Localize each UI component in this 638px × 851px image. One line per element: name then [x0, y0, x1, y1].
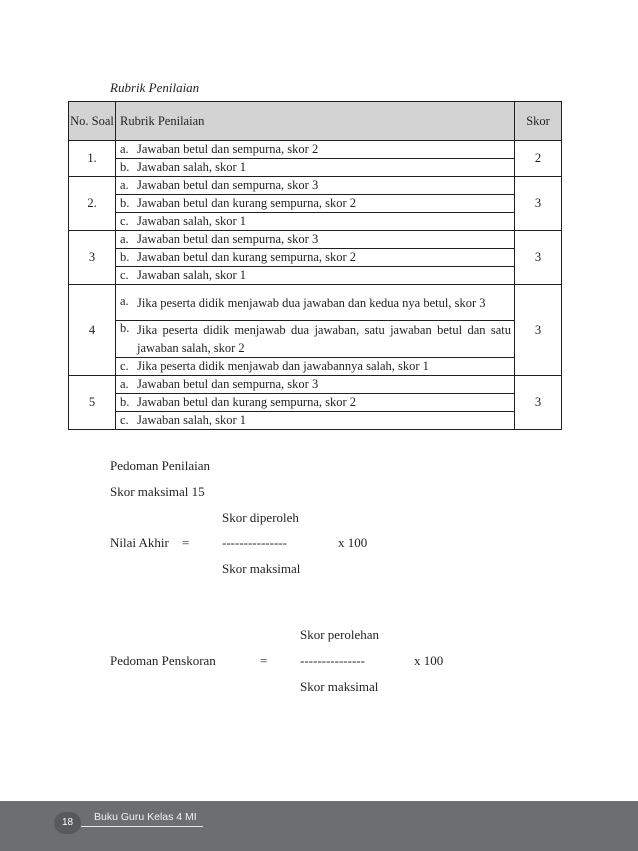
item-letter: b. [120, 160, 130, 174]
skor-maksimal-line: Skor maksimal 15 [110, 484, 205, 499]
footer-book-title: Buku Guru Kelas 4 MI [94, 811, 197, 823]
item-letter: c. [120, 268, 129, 282]
item-letter: c. [120, 413, 129, 427]
item-text: Jawaban betul dan sempurna, skor 2 [137, 142, 319, 156]
table-row-item [116, 267, 515, 285]
item-text: Jawaban betul dan kurang sempurna, skor 2 [137, 395, 357, 409]
item-letter: a. [120, 142, 129, 156]
item-letter: a. [120, 377, 129, 391]
table-row-item [116, 141, 515, 159]
nilai-equals: = [182, 535, 190, 550]
nilai-numerator: Skor diperoleh [222, 510, 299, 525]
item-text: Jawaban salah, skor 1 [137, 413, 246, 427]
table-header-row [69, 102, 562, 141]
row-1-skor: 2 [515, 141, 562, 177]
table-row-item [116, 195, 515, 213]
table-row-item [116, 412, 515, 430]
item-letter: b. [120, 321, 130, 335]
row-4-skor: 3 [515, 285, 562, 376]
item-letter: b. [120, 196, 130, 210]
penskoran-denominator: Skor maksimal [300, 679, 379, 694]
row-4-no: 4 [69, 285, 116, 376]
pedoman-penskoran-label: Pedoman Penskoran [110, 653, 216, 668]
table-row-item [116, 321, 515, 358]
header-rubrik: Rubrik Penilaian [116, 102, 515, 141]
table-row-item [116, 285, 515, 321]
item-text: Jawaban salah, skor 1 [137, 268, 246, 282]
rubric-table [68, 101, 562, 430]
table-row-item [116, 394, 515, 412]
item-text: Jika peserta didik menjawab dua jawaban, satu jawaban betul dan satu jawaban salah, skor 2 [137, 323, 511, 355]
penskoran-equals: = [260, 653, 268, 668]
header-skor: Skor [515, 102, 562, 141]
item-letter: c. [120, 359, 129, 373]
table-row-item [116, 358, 515, 376]
item-text: Jawaban betul dan kurang sempurna, skor 2 [137, 196, 357, 210]
rubric-heading: Rubrik Penilaian [110, 80, 200, 95]
pedoman-penilaian-title: Pedoman Penilaian [110, 458, 211, 473]
table-row-item [116, 231, 515, 249]
nilai-multiplier: x 100 [338, 535, 368, 550]
item-text: Jika peserta didik menjawab dan jawabannya salah, skor 1 [137, 359, 429, 373]
item-letter: c. [120, 214, 129, 228]
row-1-no: 1. [69, 141, 116, 177]
nilai-fraction-line: --------------- [222, 535, 287, 550]
item-letter: a. [120, 232, 129, 246]
nilai-akhir-label: Nilai Akhir [110, 535, 169, 550]
table-row-item [116, 249, 515, 267]
table-row-item [116, 159, 515, 177]
penskoran-numerator: Skor perolehan [300, 627, 380, 642]
item-text: Jika peserta didik menjawab dua jawaban dan kedua nya betul, skor 3 [137, 295, 486, 310]
row-2-skor: 3 [515, 177, 562, 231]
item-text: Jawaban betul dan sempurna, skor 3 [137, 178, 319, 192]
item-text: Jawaban betul dan sempurna, skor 3 [137, 232, 319, 246]
table-row-item [116, 213, 515, 231]
header-no-soal: No. Soal [69, 102, 116, 141]
penskoran-fraction-line: --------------- [300, 653, 365, 668]
item-text: Jawaban betul dan kurang sempurna, skor 2 [137, 250, 357, 264]
penskoran-multiplier: x 100 [414, 653, 444, 668]
item-text: Jawaban salah, skor 1 [137, 160, 246, 174]
item-text: Jawaban betul dan sempurna, skor 3 [137, 377, 319, 391]
row-3-no: 3 [69, 231, 116, 285]
footer-rule [81, 826, 203, 827]
item-letter: a. [120, 178, 129, 192]
table-row-item [116, 376, 515, 394]
row-5-no: 5 [69, 376, 116, 430]
row-3-skor: 3 [515, 231, 562, 285]
item-text: Jawaban salah, skor 1 [137, 214, 246, 228]
row-5-skor: 3 [515, 376, 562, 430]
nilai-denominator: Skor maksimal [222, 561, 301, 576]
item-letter: a. [120, 293, 129, 308]
row-2-no: 2. [69, 177, 116, 231]
page-number: 18 [54, 812, 81, 834]
item-letter: b. [120, 250, 130, 264]
item-letter: b. [120, 395, 130, 409]
table-row-item [116, 177, 515, 195]
